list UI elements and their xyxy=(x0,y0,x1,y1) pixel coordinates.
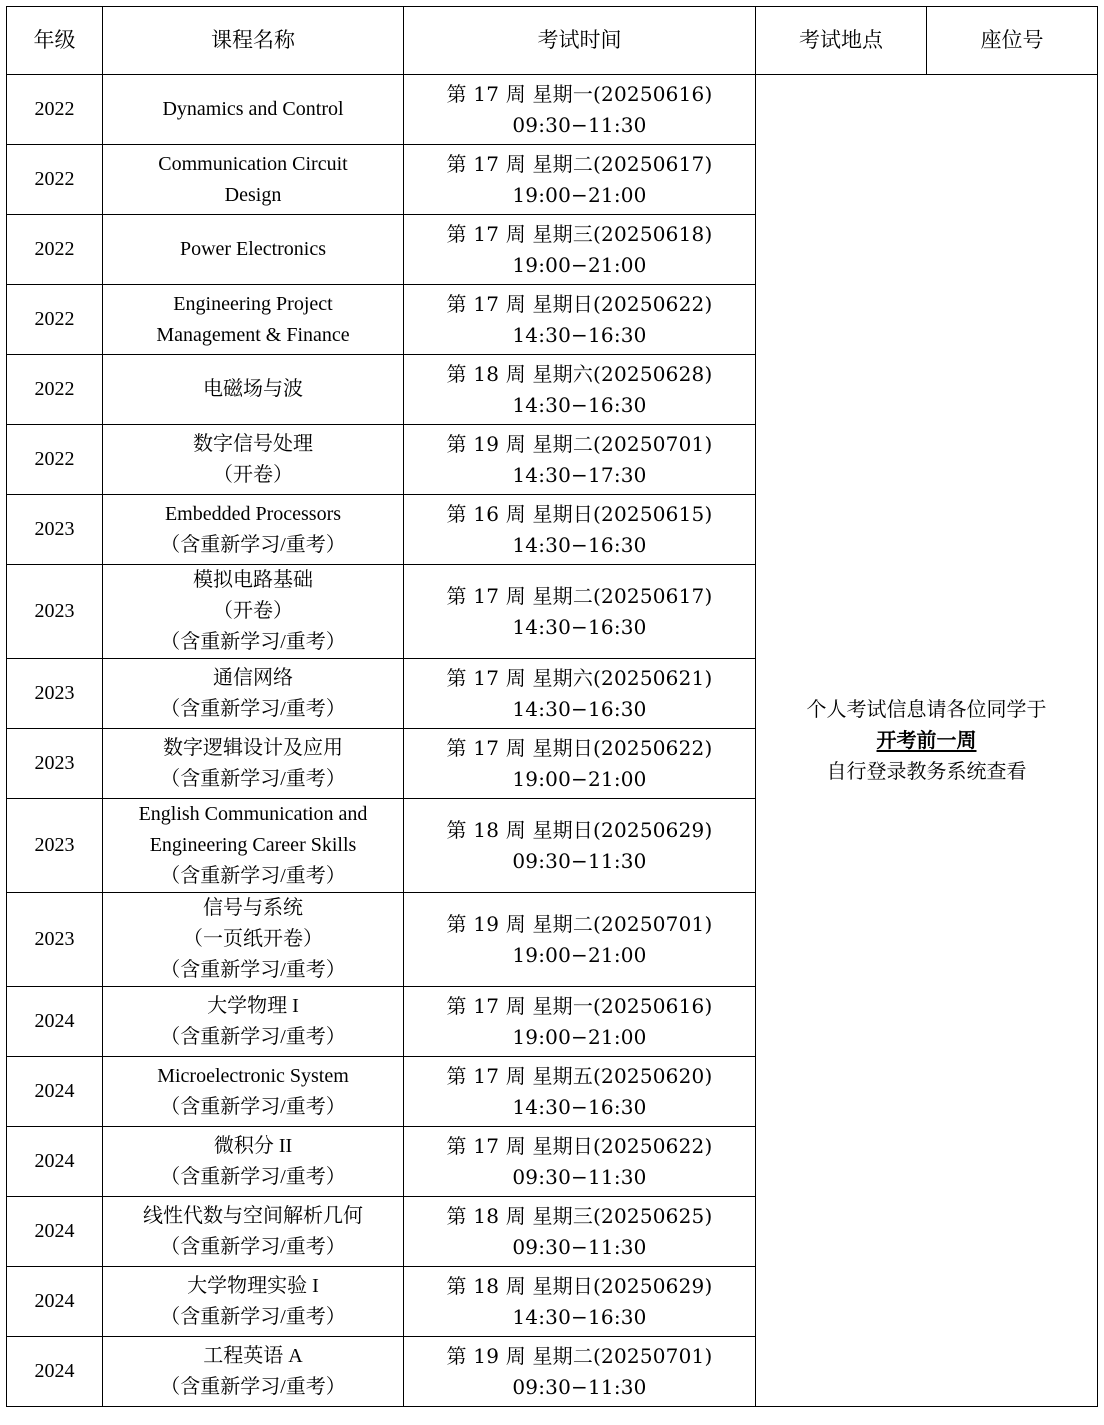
course-name-line: Power Electronics xyxy=(179,238,327,260)
course-name-line: （含重新学习/重考） xyxy=(160,1235,346,1258)
course-cell xyxy=(103,729,404,799)
exam-date-line: 第 17 周 星期二(20250617) xyxy=(446,583,713,608)
exam-time-cell xyxy=(404,1337,756,1407)
course-cell xyxy=(103,893,404,987)
grade-cell: 2022 xyxy=(7,425,103,495)
course-name-line: （含重新学习/重考） xyxy=(160,631,346,653)
exam-hours-line: 14:30−17:30 xyxy=(512,462,647,487)
exam-time-cell xyxy=(404,215,756,285)
course-name-line: （含重新学习/重考） xyxy=(160,533,346,556)
exam-hours-line: 14:30−16:30 xyxy=(512,392,647,417)
grade-cell: 2024 xyxy=(7,1057,103,1127)
header-grade: 年级 xyxy=(7,7,103,75)
course-name-line: Engineering Project xyxy=(173,292,333,315)
course-cell xyxy=(103,1057,404,1127)
course-name-line: 信号与系统 xyxy=(203,897,303,919)
grade-cell: 2022 xyxy=(7,285,103,355)
grade-cell: 2023 xyxy=(7,893,103,987)
grade-cell: 2023 xyxy=(7,729,103,799)
exam-date-line: 第 17 周 星期二(20250617) xyxy=(446,151,713,176)
grade-cell: 2022 xyxy=(7,75,103,145)
header-location: 考试地点 xyxy=(756,7,927,75)
exam-hours-line: 09:30−11:30 xyxy=(512,1374,647,1399)
note-line-1: 个人考试信息请各位同学于 xyxy=(806,697,1047,721)
exam-date-line: 第 16 周 星期日(20250615) xyxy=(446,501,713,526)
course-cell xyxy=(103,1337,404,1407)
exam-time-cell xyxy=(404,729,756,799)
exam-hours-line: 14:30−16:30 xyxy=(512,322,647,347)
course-name-line: 模拟电路基础 xyxy=(193,569,313,591)
exam-hours-line: 09:30−11:30 xyxy=(512,112,647,137)
course-name-line: （含重新学习/重考） xyxy=(160,1095,346,1118)
exam-time-cell xyxy=(404,355,756,425)
exam-hours-line: 09:30−11:30 xyxy=(512,848,647,873)
course-name-line: 通信网络 xyxy=(213,666,293,689)
grade-cell: 2024 xyxy=(7,1197,103,1267)
exam-time-cell xyxy=(404,659,756,729)
course-cell xyxy=(103,495,404,565)
course-name-line: Embedded Processors xyxy=(164,502,342,525)
course-cell xyxy=(103,1197,404,1267)
course-name-line: 大学物理 I xyxy=(207,994,299,1017)
exam-date-line: 第 17 周 星期一(20250616) xyxy=(446,993,713,1018)
exam-time-cell xyxy=(404,1057,756,1127)
exam-time-cell xyxy=(404,495,756,565)
grade-cell: 2022 xyxy=(7,355,103,425)
table-row xyxy=(7,75,1098,145)
exam-date-line: 第 17 周 星期一(20250616) xyxy=(446,81,713,106)
course-cell xyxy=(103,799,404,893)
grade-cell: 2024 xyxy=(7,1127,103,1197)
course-cell xyxy=(103,987,404,1057)
grade-cell: 2022 xyxy=(7,145,103,215)
course-name-line: 数字逻辑设计及应用 xyxy=(163,736,343,759)
grade-cell: 2024 xyxy=(7,1337,103,1407)
exam-time-cell xyxy=(404,145,756,215)
exam-time-cell xyxy=(404,1267,756,1337)
exam-schedule-table xyxy=(6,6,1098,1407)
course-name-line: （含重新学习/重考） xyxy=(160,1305,346,1328)
course-cell xyxy=(103,285,404,355)
note-emphasis: 开考前一周 xyxy=(876,728,977,752)
course-name-line: Communication Circuit xyxy=(158,152,348,175)
exam-date-line: 第 17 周 星期日(20250622) xyxy=(446,735,713,760)
exam-time-cell xyxy=(404,987,756,1057)
course-name-line: 工程英语 A xyxy=(203,1344,303,1367)
exam-time-cell xyxy=(404,285,756,355)
exam-time-cell xyxy=(404,1127,756,1197)
course-name-line: Design xyxy=(224,183,282,206)
course-name-line: 电磁场与波 xyxy=(203,378,303,400)
exam-date-line: 第 18 周 星期六(20250628) xyxy=(446,361,713,386)
course-name-line: （一页纸开卷） xyxy=(183,928,323,950)
exam-hours-line: 14:30−16:30 xyxy=(512,1094,647,1119)
grade-cell: 2023 xyxy=(7,565,103,659)
header-row xyxy=(7,7,1098,75)
course-name-line: Microelectronic System xyxy=(157,1064,349,1087)
course-name-line: （含重新学习/重考） xyxy=(160,959,346,981)
course-cell xyxy=(103,659,404,729)
header-time: 考试时间 xyxy=(404,7,756,75)
grade-cell: 2024 xyxy=(7,987,103,1057)
course-cell xyxy=(103,565,404,659)
course-cell xyxy=(103,215,404,285)
header-course: 课程名称 xyxy=(103,7,404,75)
exam-hours-line: 19:00−21:00 xyxy=(512,252,647,277)
course-cell xyxy=(103,1267,404,1337)
course-name-line: （含重新学习/重考） xyxy=(160,1025,346,1048)
grade-cell: 2023 xyxy=(7,659,103,729)
course-cell xyxy=(103,145,404,215)
course-name-line: （含重新学习/重考） xyxy=(160,697,346,720)
course-name-line: （含重新学习/重考） xyxy=(160,865,346,887)
exam-time-cell xyxy=(404,893,756,987)
exam-hours-line: 14:30−16:30 xyxy=(512,696,647,721)
header-seat: 座位号 xyxy=(927,7,1098,75)
course-name-line: 微积分 II xyxy=(213,1134,293,1157)
table-body xyxy=(7,75,1098,1407)
exam-hours-line: 19:00−21:00 xyxy=(512,942,647,967)
exam-hours-line: 14:30−16:30 xyxy=(512,614,647,639)
note-line-3: 自行登录教务系统查看 xyxy=(826,759,1027,783)
course-name-line: （含重新学习/重考） xyxy=(160,1375,346,1398)
course-cell xyxy=(103,425,404,495)
exam-date-line: 第 17 周 星期日(20250622) xyxy=(446,1133,713,1158)
location-seat-note xyxy=(756,75,1098,1407)
exam-date-line: 第 18 周 星期日(20250629) xyxy=(446,817,713,842)
exam-hours-line: 09:30−11:30 xyxy=(512,1234,647,1259)
exam-hours-line: 19:00−21:00 xyxy=(512,766,647,791)
exam-date-line: 第 17 周 星期三(20250618) xyxy=(446,221,713,246)
course-name-line: Engineering Career Skills xyxy=(149,834,357,856)
exam-time-cell xyxy=(404,75,756,145)
exam-hours-line: 19:00−21:00 xyxy=(512,1024,647,1049)
exam-time-cell xyxy=(404,799,756,893)
exam-date-line: 第 17 周 星期五(20250620) xyxy=(446,1063,713,1088)
exam-hours-line: 14:30−16:30 xyxy=(512,1304,647,1329)
grade-cell: 2024 xyxy=(7,1267,103,1337)
exam-date-line: 第 18 周 星期日(20250629) xyxy=(446,1273,713,1298)
course-cell xyxy=(103,1127,404,1197)
exam-date-line: 第 17 周 星期六(20250621) xyxy=(446,665,713,690)
exam-date-line: 第 19 周 星期二(20250701) xyxy=(446,1343,713,1368)
exam-hours-line: 19:00−21:00 xyxy=(512,182,647,207)
course-cell xyxy=(103,75,404,145)
exam-date-line: 第 18 周 星期三(20250625) xyxy=(446,1203,713,1228)
course-name-line: 大学物理实验 I xyxy=(187,1274,319,1297)
exam-hours-line: 09:30−11:30 xyxy=(512,1164,647,1189)
course-name-line: （开卷） xyxy=(213,600,293,622)
exam-hours-line: 14:30−16:30 xyxy=(512,532,647,557)
exam-time-cell xyxy=(404,565,756,659)
course-name-line: （含重新学习/重考） xyxy=(160,1165,346,1188)
exam-time-cell xyxy=(404,1197,756,1267)
grade-cell: 2023 xyxy=(7,495,103,565)
course-name-line: 数字信号处理 xyxy=(193,432,313,455)
exam-date-line: 第 17 周 星期日(20250622) xyxy=(446,291,713,316)
course-cell xyxy=(103,355,404,425)
exam-time-cell xyxy=(404,425,756,495)
course-name-line: Dynamics and Control xyxy=(162,98,344,120)
course-name-line: 线性代数与空间解析几何 xyxy=(143,1204,363,1227)
exam-date-line: 第 19 周 星期二(20250701) xyxy=(446,911,713,936)
course-name-line: Management & Finance xyxy=(156,323,350,346)
course-name-line: （含重新学习/重考） xyxy=(160,767,346,790)
course-name-line: English Communication and xyxy=(138,803,368,825)
grade-cell: 2022 xyxy=(7,215,103,285)
grade-cell: 2023 xyxy=(7,799,103,893)
course-name-line: （开卷） xyxy=(213,463,293,486)
exam-date-line: 第 19 周 星期二(20250701) xyxy=(446,431,713,456)
